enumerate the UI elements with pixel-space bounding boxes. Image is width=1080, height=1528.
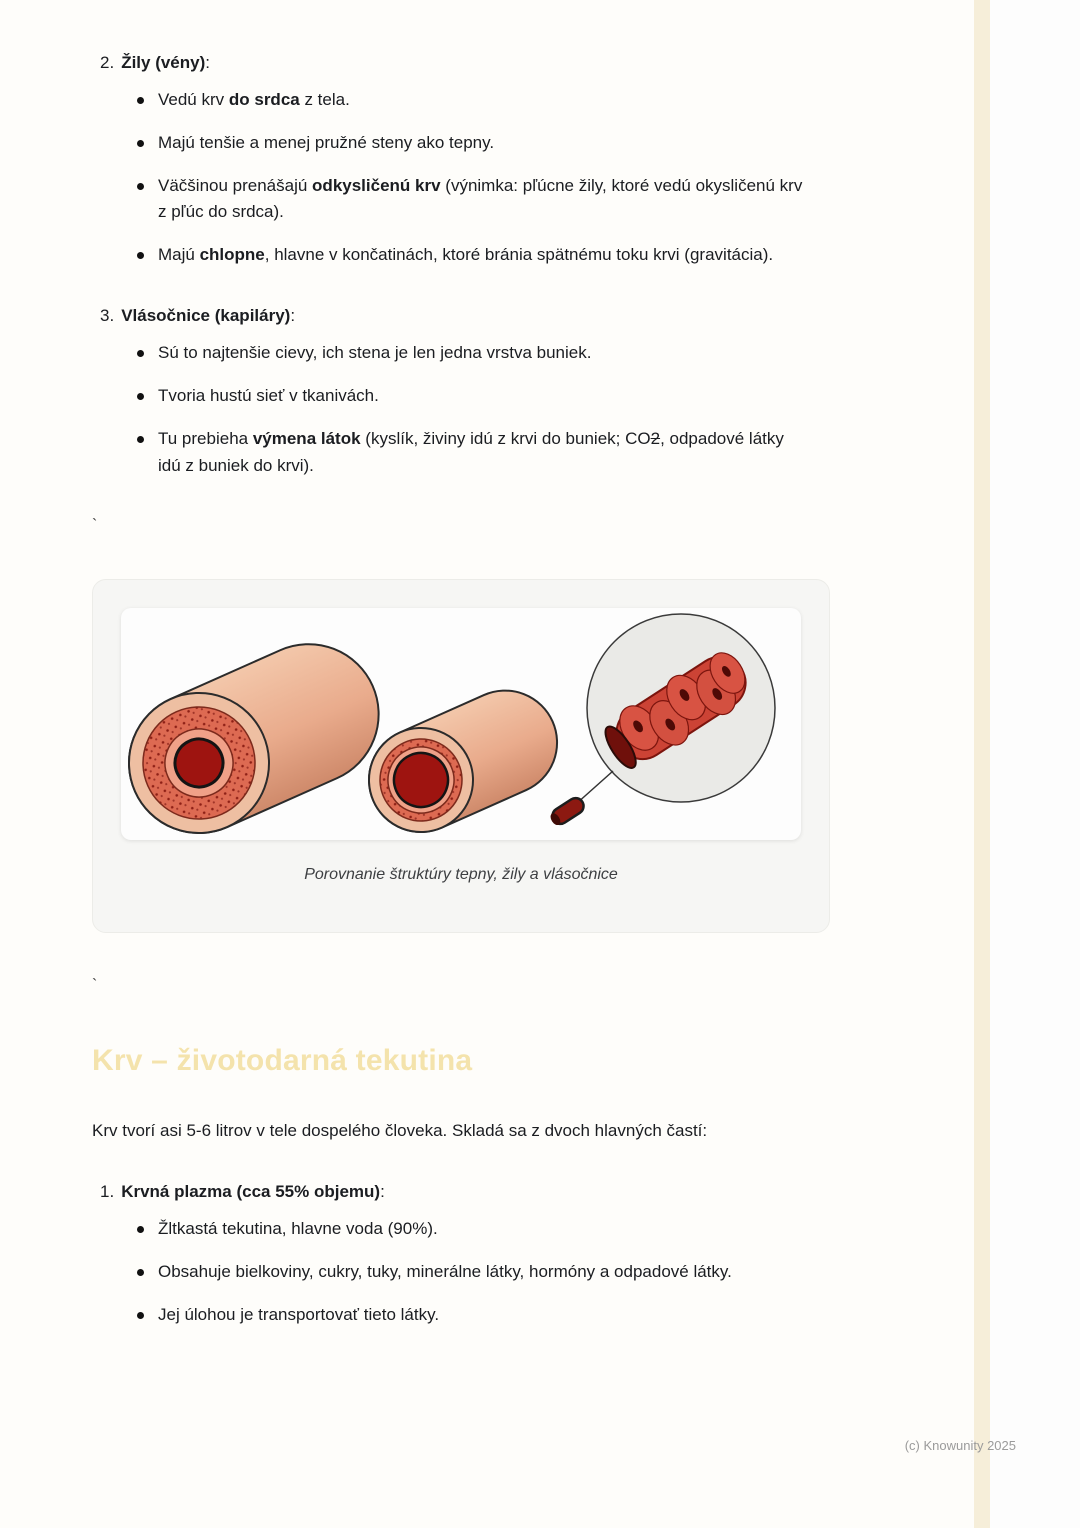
list-number: 3. [100,306,115,326]
copyright: (c) Knowunity 2025 [904,1438,1016,1453]
list-number: 1. [100,1181,115,1201]
bullet-capillaries-2: Tvoria hustú sieť v tkanivách. [137,383,805,410]
bullet-veins-2: Majú tenšie a menej pružné steny ako tepny. [137,130,805,157]
bullet-plasma-2: Obsahuje bielkoviny, cukry, tuky, minerálne látky, hormóny a odpadové látky. [137,1259,805,1286]
vessels-illustration [121,608,801,840]
plasma-bullet-list [92,1216,928,1329]
list-item-veins [100,50,928,77]
bullet-veins-3: Väčšinou prenášajú odkysličenú krv (výnimka: pľúcne žily, ktoré vedú okysličenú krv z pľúc do srdca). [137,173,805,227]
blood-vessels-diagram [121,608,801,840]
capillaries-bullet-list [92,340,928,479]
capillary-small-icon [548,795,587,828]
bullet-plasma-1: Žltkastá tekutina, hlavne voda (90%). [137,1216,805,1243]
bullet-capillaries-1: Sú to najtenšie cievy, ich stena je len jedna vrstva buniek. [137,340,805,367]
list-item-plasma [100,1179,928,1206]
list-item-capillaries [100,303,928,330]
list-title-plasma: Krvná plazma (cca 55% objemu): [121,1181,385,1201]
intro-paragraph: Krv tvorí asi 5-6 litrov v tele dospelého človeka. Skladá sa z dvoch hlavných častí: [92,1121,708,1141]
bullet-capillaries-3: Tu prebieha výmena látok (kyslík, živiny idú z krvi do buniek; CO2, odpadové látky idú z buniek do krvi). [137,426,805,480]
list-number: 2. [100,53,115,72]
list-title-veins: Žily (vény): [121,53,211,72]
veins-bullet-list [92,87,928,269]
list-title-capillaries: Vlásočnice (kapiláry): [121,306,296,326]
bullet-veins-4: Majú chlopne, hlavne v končatinách, ktoré bránia spätnému toku krvi (gravitácia). [137,242,805,269]
stray-backtick: ` [92,976,98,994]
figure-card [92,579,830,932]
vein-icon [352,674,573,840]
stray-backtick: ` [92,517,98,535]
bullet-veins-1: Vedú krv do srdca z tela. [137,87,805,114]
bullet-plasma-3: Jej úlohou je transportovať tieto látky. [137,1302,805,1329]
figure-caption: Porovnanie štruktúry tepny, žily a vlásočnice [304,866,618,884]
artery-icon [121,622,401,840]
section-heading-krv: Krv – životodarná tekutina [92,1043,473,1077]
